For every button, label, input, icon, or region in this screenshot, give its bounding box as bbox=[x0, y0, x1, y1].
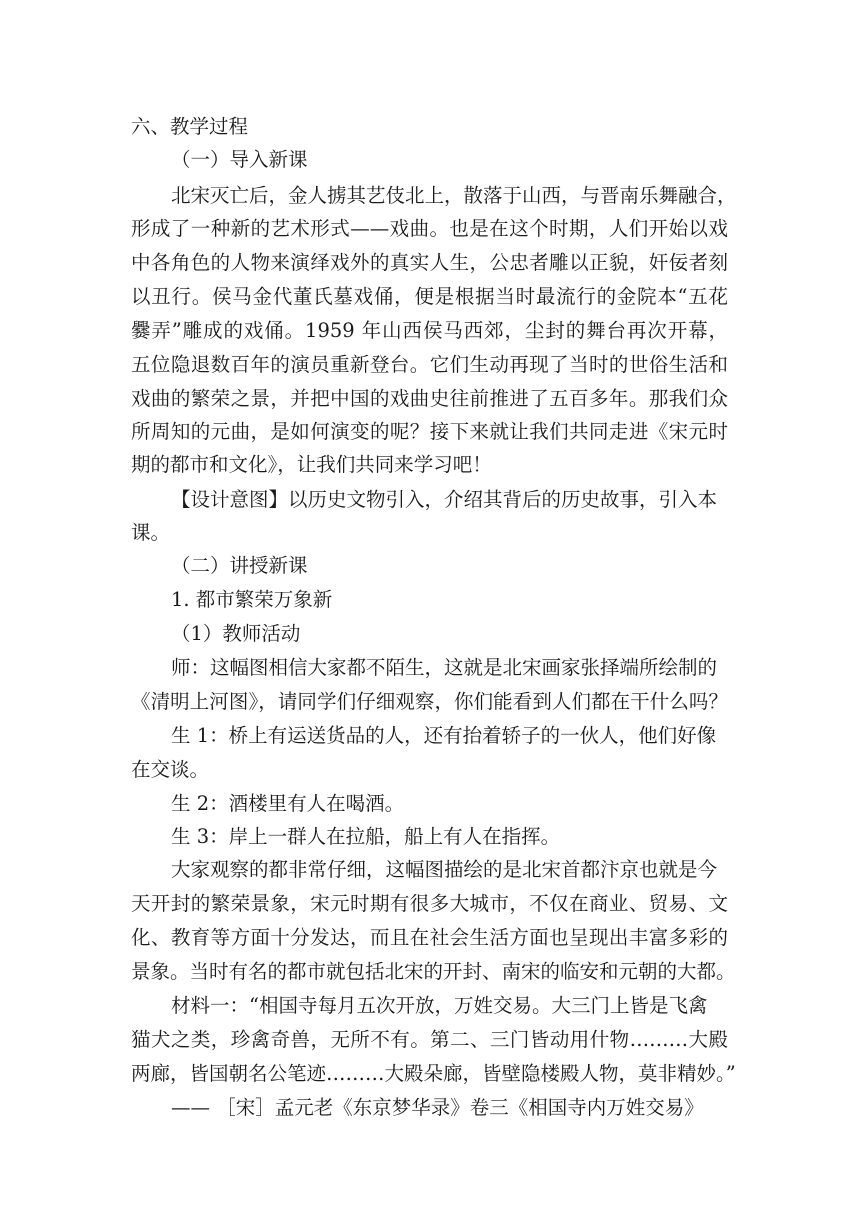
student-1-line-2: 在交谈。 bbox=[131, 758, 210, 781]
intro-paragraph-line-8: 所周知的元曲，是如何演变的呢？接下来就让我们共同走进《宋元时 bbox=[131, 420, 728, 443]
material-1-line-2: 猫犬之类，珍禽奇兽，无所不有。第二、三门皆动用什物………大殿 bbox=[131, 1028, 728, 1051]
material-1-line-1: 材料一：“相国寺每月五次开放，万姓交易。大三门上皆是飞禽 bbox=[171, 994, 708, 1017]
teacher-line-1: 师：这幅图相信大家都不陌生，这就是北宋画家张择端所绘制的 bbox=[171, 656, 718, 679]
intro-paragraph-line-7: 戏曲的繁荣之景，并把中国的戏曲史往前推进了五百多年。那我们众 bbox=[131, 387, 728, 410]
explanation-paragraph-line-3: 化、教育等方面十分发达，而且在社会生活方面也呈现出丰富多彩的 bbox=[131, 926, 728, 949]
activity-heading: （1）教师活动 bbox=[171, 622, 301, 645]
explanation-paragraph-line-1: 大家观察的都非常仔细，这幅图描绘的是北宋首都汴京也就是今 bbox=[171, 858, 718, 881]
intro-paragraph-line-1: 北宋灭亡后，金人掳其艺伎北上，散落于山西，与晋南乐舞融合， bbox=[171, 184, 737, 207]
intro-paragraph-line-4: 以丑行。侯马金代董氏墓戏俑，便是根据当时最流行的金院本“五花 bbox=[131, 285, 728, 308]
material-1-citation: —— ［宋］孟元老《东京梦华录》卷三《相国寺内万姓交易》 bbox=[171, 1096, 704, 1119]
teacher-line-2: 《清明上河图》，请同学们仔细观察，你们能看到人们都在干什么吗？ bbox=[131, 690, 728, 713]
intro-paragraph-line-9: 期的都市和文化》，让我们共同来学习吧！ bbox=[131, 453, 492, 476]
student-2-line: 生 2：酒楼里有人在喝酒。 bbox=[171, 792, 405, 815]
subsection-heading-intro: （一）导入新课 bbox=[171, 148, 308, 171]
intro-paragraph-line-5: 爨弄”雕成的戏俑。1959 年山西侯马西郊，尘封的舞台再次开幕， bbox=[131, 319, 728, 342]
explanation-paragraph-line-4: 景象。当时有名的都市就包括北宋的开封、南宋的临安和元朝的大都。 bbox=[131, 960, 736, 983]
section-heading: 六、教学过程 bbox=[131, 115, 249, 138]
design-intent-line-1: 【设计意图】以历史文物引入，介绍其背后的历史故事，引入本 bbox=[171, 488, 718, 511]
intro-paragraph-line-3: 中各角色的人物来演绎戏外的真实人生，公忠者雕以正貌，奸佞者刻 bbox=[131, 251, 728, 274]
intro-paragraph-line-6: 五位隐退数百年的演员重新登台。它们生动再现了当时的世俗生活和 bbox=[131, 353, 728, 376]
point-heading-1: 1. 都市繁荣万象新 bbox=[171, 588, 333, 611]
intro-paragraph-line-2: 形成了一种新的艺术形式——戏曲。也是在这个时期，人们开始以戏 bbox=[131, 217, 728, 240]
explanation-paragraph-line-2: 天开封的繁荣景象，宋元时期有很多大城市，不仅在商业、贸易、文 bbox=[131, 892, 728, 915]
student-3-line: 生 3：岸上一群人在拉船，船上有人在指挥。 bbox=[171, 825, 561, 848]
student-1-line-1: 生 1：桥上有运送货品的人，还有抬着轿子的一伙人，他们好像 bbox=[171, 724, 717, 747]
subsection-heading-lecture: （二）讲授新课 bbox=[171, 554, 308, 577]
material-1-line-3: 两廊，皆国朝名公笔迹………大殿朵廊，皆壁隐楼殿人物，莫非精妙。” bbox=[131, 1062, 736, 1085]
design-intent-line-2: 课。 bbox=[131, 521, 171, 544]
